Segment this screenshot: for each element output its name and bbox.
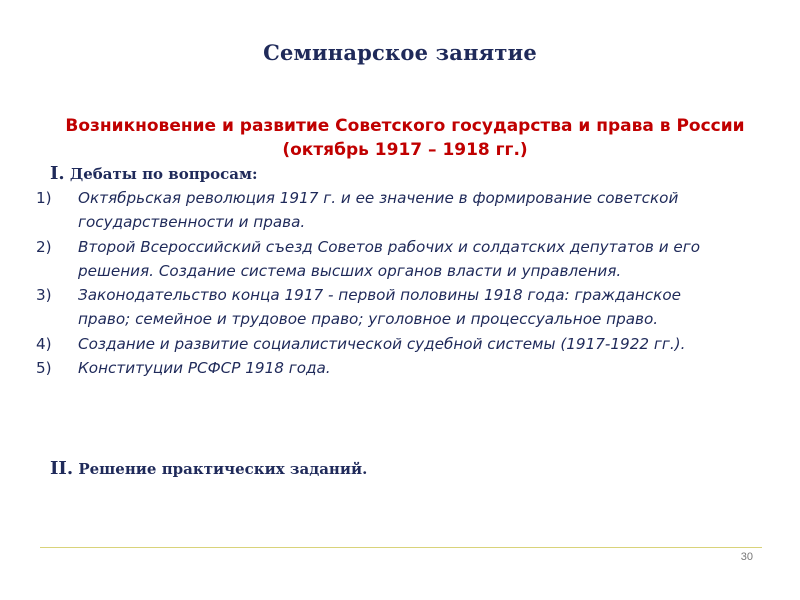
section-heading-practical: [50, 458, 367, 479]
footer-divider: [40, 547, 762, 548]
section-numeral: I.: [50, 163, 65, 184]
list-item: [36, 356, 736, 380]
list-item-number: 1): [36, 189, 52, 207]
list-item-number: 5): [36, 359, 52, 378]
section-numeral: II.: [50, 458, 74, 479]
list-item-text: Законодательство конца 1917 - первой половины 1918 года: гражданское право; семейное и трудовое право; уголовное и процессуальное право.: [78, 286, 681, 329]
list-item: [36, 332, 736, 356]
list-item-text: Конституции РСФСР 1918 года.: [78, 359, 331, 378]
questions-list: [36, 186, 736, 380]
page-number: 30: [740, 551, 753, 563]
list-item-text: Октябрьская революция 1917 г. и ее значение в формирование советской государственности и права.: [78, 189, 679, 232]
list-item: [36, 235, 736, 284]
list-item: [36, 186, 736, 235]
section-label: Дебаты по вопросам:: [64, 165, 258, 183]
slide-subtitle: Возникновение и развитие Советского государства и права в России (октябрь 1917 – 1918 гг.): [65, 116, 745, 160]
slide-title: Семинарское занятие: [263, 40, 537, 65]
list-item-number: 3): [36, 286, 52, 305]
list-item-text: Второй Всероссийский съезд Советов рабочих и солдатских депутатов и его решения. Создание система высших органов власти и управления.: [78, 237, 701, 280]
section-heading-debates: [50, 163, 258, 184]
list-item-number: 4): [36, 334, 52, 353]
section-label: Решение практических заданий.: [73, 460, 368, 478]
list-item: [36, 283, 736, 332]
list-item-text: Создание и развитие социалистической судебной системы (1917-1922 гг.).: [78, 334, 686, 353]
list-item-number: 2): [36, 237, 52, 256]
